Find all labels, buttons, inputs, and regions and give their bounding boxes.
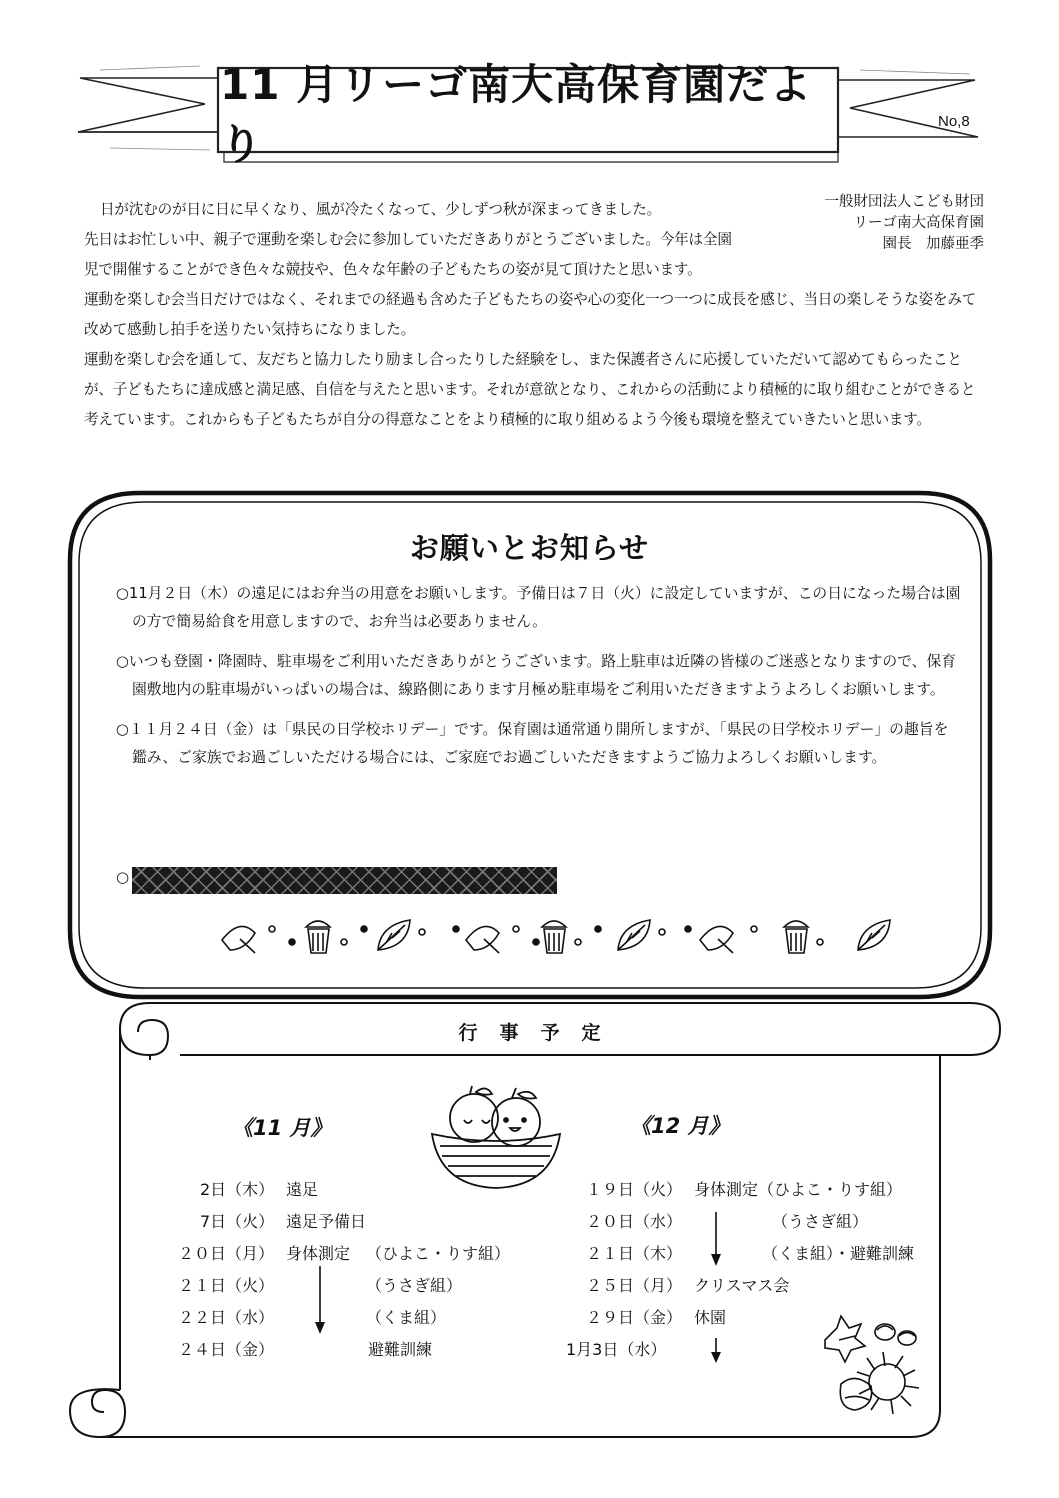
schedule-row xyxy=(566,1270,946,1302)
schedule-group: （うさぎ組） xyxy=(366,1276,463,1295)
notice-item: ○１１月２４日（金）は「県民の日学校ホリデー」です。保育園は通常通り開所しますが、「県民の日学校ホリデー」の趣旨を鑑み、ご家族でお過ごしいただける場合には、ご家庭でお過ごしいただきますようご協力よろしくお願いします。 xyxy=(116,721,949,766)
schedule-date: 1月3日（水） xyxy=(566,1340,667,1359)
schedule-date: ２２日（水） xyxy=(178,1308,275,1327)
notice-item: ○11月２日（木）の遠足にはお弁当の用意をお願いします。予備日は７日（火）に設定していますが、この日になった場合は園の方で簡易給食を用意しますので、お弁当は必要ありません。 xyxy=(116,585,961,630)
notice-title: お願いとお知らせ xyxy=(409,531,650,565)
schedule-row xyxy=(566,1238,946,1270)
schedule-date: ２１日（木） xyxy=(586,1244,683,1263)
notice-item: ○いつも登園・降園時、駐車場をご利用いただきありがとうございます。路上駐車は近隣の皆様のご迷惑となりますので、保育園敷地内の駐車場がいっぱいの場合は、線路側にあります月極め駐車場をご利用いただきますようよろしくお願いします。 xyxy=(116,653,957,698)
schedule-row xyxy=(178,1270,538,1302)
intro-text xyxy=(84,195,979,435)
schedule-row xyxy=(178,1302,538,1334)
schedule-group: （くま組）・避難訓練 xyxy=(762,1244,915,1263)
sender-school: リーゴ南大高保育園 xyxy=(853,215,984,231)
leaf-icon xyxy=(618,920,650,950)
schedule-title: 行事予定 xyxy=(458,1022,623,1044)
schedule-event: 遠足予備日 xyxy=(286,1212,367,1231)
ginkgo-leaf-icon xyxy=(700,926,733,953)
schedule-date: ２０日（水） xyxy=(586,1212,683,1231)
leaf-icon xyxy=(858,920,890,950)
schedule-date: ２５日（月） xyxy=(586,1276,683,1295)
schedule-row xyxy=(178,1238,538,1270)
schedule-group: （くま組） xyxy=(366,1308,447,1327)
schedule-row xyxy=(566,1174,946,1206)
intro-paragraph: 先日はお忙しい中、親子で運動を楽しむ会に参加していただきありがとうございました。今年は全園 xyxy=(84,231,732,248)
schedule-date: ２０日（月） xyxy=(178,1244,275,1263)
schedule-event: 身体測定 xyxy=(286,1244,351,1263)
redacted-item-marker: ○ xyxy=(116,868,130,886)
schedule-event: 休園 xyxy=(694,1308,727,1327)
acorn-icon xyxy=(306,921,330,953)
schedule-event: クリスマス会 xyxy=(694,1276,790,1295)
schedule-date: ２４日（金） xyxy=(178,1340,275,1359)
sender-org: 一般財団法人こども財団 xyxy=(824,194,984,210)
schedule-date: ２９日（金） xyxy=(586,1308,683,1327)
schedule-date: １９日（火） xyxy=(586,1180,683,1199)
schedule-date: 7日（火） xyxy=(200,1212,275,1231)
schedule-row xyxy=(178,1334,538,1366)
month-label-dec: 《12 月》 xyxy=(630,1114,730,1138)
autumn-deco-row xyxy=(210,905,900,970)
month-label-nov: 《11 月》 xyxy=(232,1116,332,1140)
notice-list xyxy=(116,580,961,784)
ginkgo-leaf-icon xyxy=(466,926,499,953)
leaf-icon xyxy=(378,920,410,950)
intro-paragraph: 運動を楽しむ会当日だけではなく、それまでの経過も含めた子どもたちの姿や心の変化一つ一つに成長を感じ、当日の楽しそうな姿をみて改めて感動し拍手を送りたい気持ちになりました。 xyxy=(84,291,977,338)
redacted-block xyxy=(132,867,557,894)
chestnut-leaf-icon xyxy=(815,1310,925,1420)
schedule-group: （ひよこ・りす組） xyxy=(366,1244,511,1263)
ginkgo-leaf-icon xyxy=(222,926,255,953)
acorn-icon xyxy=(542,921,566,953)
schedule-date: ２１日（火） xyxy=(178,1276,275,1295)
schedule-date: 2日（木） xyxy=(200,1180,275,1199)
schedule-event: 遠足 xyxy=(286,1180,319,1199)
intro-paragraph: 児で開催することができ色々な競技や、色々な年齢の子どもたちの姿が見て頂けたと思います。 xyxy=(84,261,702,278)
schedule-group: （うさぎ組） xyxy=(772,1212,869,1231)
page-title: 11 月リーゴ南大高保育園だより xyxy=(220,60,813,169)
schedule-row xyxy=(178,1206,538,1238)
schedule-event: 身体測定（ひよこ・りす組） xyxy=(694,1180,903,1199)
range-arrow-icon xyxy=(310,1264,330,1336)
intro-paragraph: 日が沈むのが日に日に早くなり、風が冷たくなって、少しずつ秋が深まってきました。 xyxy=(100,201,662,218)
sender-principal: 園長 加藤亜季 xyxy=(882,236,984,252)
schedule-row xyxy=(566,1206,946,1238)
schedule-list-nov xyxy=(178,1174,538,1366)
schedule-row xyxy=(178,1174,538,1206)
range-arrow-icon xyxy=(706,1336,726,1364)
intro-paragraph: 運動を楽しむ会を通して、友だちと協力したり励まし合ったりした経験をし、また保護者さんに応援していただいて認めてもらったことが、子どもたちに達成感と満足感、自信を与えたと思います。それが意欲となり、これからの活動により積極的に取り組むことができると考えています。これからも子どもたちが自分の得意なことをより積極的に取り組めるよう今後も環境を整えていきたいと思います。 xyxy=(84,351,976,428)
acorn-icon xyxy=(784,921,808,953)
issue-number: No,8 xyxy=(938,113,970,130)
schedule-group: 避難訓練 xyxy=(368,1340,433,1359)
range-arrow-icon xyxy=(706,1210,726,1268)
